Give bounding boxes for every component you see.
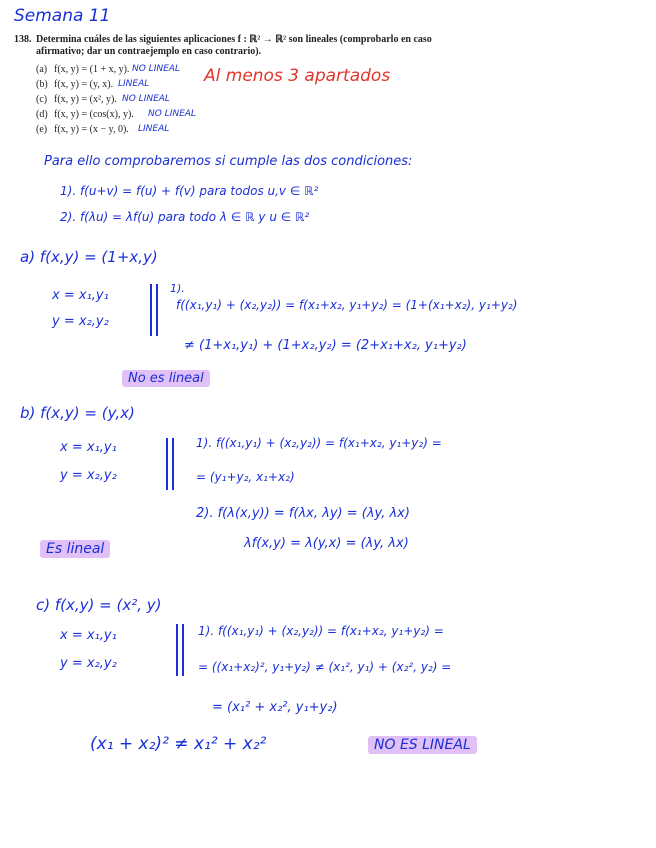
part-b-verdict: Es lineal	[40, 540, 110, 558]
separator-bar	[150, 284, 152, 336]
part-a-verdict: No es lineal	[122, 370, 210, 387]
item-label: (e)	[36, 124, 48, 135]
separator-bar	[182, 624, 184, 676]
part-b-line2: = (y₁+y₂, x₁+x₂)	[196, 470, 295, 484]
part-b-line3: 2). f(λ(x,y)) = f(λx, λy) = (λy, λx)	[196, 506, 410, 521]
separator-bar	[166, 438, 168, 490]
problem-item	[36, 124, 236, 139]
item-label: (d)	[36, 109, 48, 120]
item-formula: f(x, y) = (x − y, 0).	[54, 124, 129, 135]
problem-statement-line1: Determina cuáles de las siguientes aplicaciones f : ℝ² → ℝ² son lineales (comprobarlo en caso	[36, 34, 432, 45]
separator-bar	[172, 438, 174, 490]
part-c-x-definition: x = x₁,y₁	[60, 628, 117, 643]
item-label: (b)	[36, 79, 48, 90]
part-c-y-definition: y = x₂,y₂	[60, 656, 117, 671]
part-a-title: a) f(x,y) = (1+x,y)	[20, 248, 158, 266]
part-b-y-definition: y = x₂,y₂	[60, 468, 117, 483]
part-b-line1: 1). f((x₁,y₁) + (x₂,y₂)) = f(x₁+x₂, y₁+y₂) =	[196, 436, 442, 450]
part-c-verdict: NO ES LINEAL	[368, 736, 477, 754]
part-b-line4: λf(x,y) = λ(y,x) = (λy, λx)	[244, 536, 409, 551]
separator-bar	[176, 624, 178, 676]
part-a-y-definition: y = x₂,y₂	[52, 314, 109, 329]
item-label: (a)	[36, 64, 48, 75]
part-a-line2: ≠ (1+x₁,y₁) + (1+x₂,y₂) = (2+x₁+x₂, y₁+y₂)	[184, 338, 467, 353]
item-note: LINEAL	[138, 124, 170, 134]
part-c-line3: = (x₁² + x₂², y₁+y₂)	[212, 700, 338, 715]
red-annotation: Al menos 3 apartados	[204, 66, 391, 86]
problem-item	[36, 109, 236, 124]
item-note: NO LINEAL	[132, 64, 180, 74]
item-formula: f(x, y) = (1 + x, y).	[54, 64, 130, 75]
item-note: NO LINEAL	[148, 109, 196, 119]
item-label: (c)	[36, 94, 48, 105]
item-formula: f(x, y) = (cos(x), y).	[54, 109, 134, 120]
condition-1: 1). f(u+v) = f(u) + f(v) para todos u,v ∈ ℝ²	[60, 184, 319, 198]
part-c-title: c) f(x,y) = (x², y)	[36, 596, 162, 614]
intro-line: Para ello comprobaremos si cumple las dos condiciones:	[44, 154, 413, 169]
item-formula: f(x, y) = (y, x).	[54, 79, 114, 90]
item-formula: f(x, y) = (x², y).	[54, 94, 117, 105]
problem-statement-line2: afirmativo; dar un contraejemplo en caso contrario).	[36, 46, 262, 57]
item-note: NO LINEAL	[122, 94, 170, 104]
part-c-line4: (x₁ + x₂)² ≠ x₁² + x₂²	[90, 734, 267, 754]
problem-number: 138.	[14, 34, 32, 45]
separator-bar	[156, 284, 158, 336]
part-a-x-definition: x = x₁,y₁	[52, 288, 109, 303]
problem-item	[36, 94, 236, 109]
part-a-step-label: 1).	[170, 282, 185, 295]
page-heading: Semana 11	[14, 6, 111, 26]
item-note: LINEAL	[118, 79, 150, 89]
part-c-line1: 1). f((x₁,y₁) + (x₂,y₂)) = f(x₁+x₂, y₁+y₂) =	[198, 624, 444, 638]
condition-2: 2). f(λu) = λf(u) para todo λ ∈ ℝ y u ∈ ℝ²	[60, 210, 310, 224]
part-b-title: b) f(x,y) = (y,x)	[20, 404, 135, 422]
part-b-x-definition: x = x₁,y₁	[60, 440, 117, 455]
part-c-line2: = ((x₁+x₂)², y₁+y₂) ≠ (x₁², y₁) + (x₂², y₂) =	[198, 660, 452, 674]
part-a-line1: f((x₁,y₁) + (x₂,y₂)) = f(x₁+x₂, y₁+y₂) = (1+(x₁+x₂), y₁+y₂)	[176, 298, 518, 312]
